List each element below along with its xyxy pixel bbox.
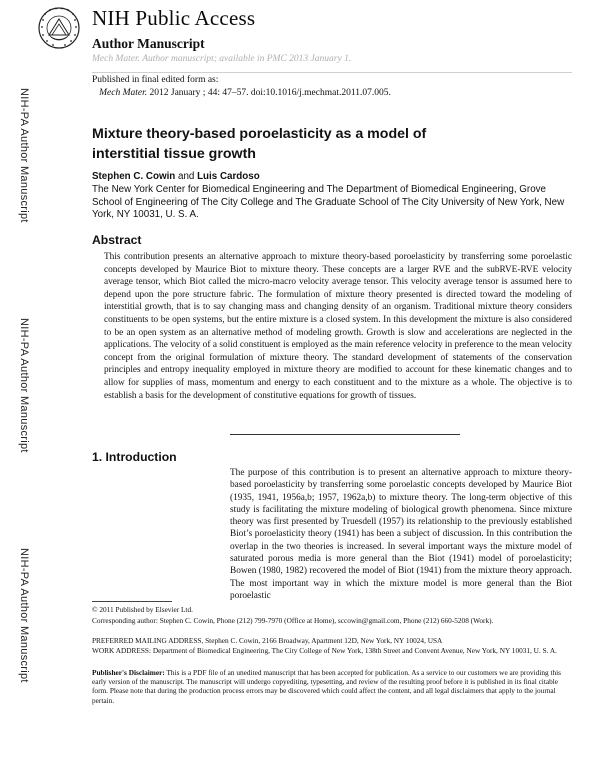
abstract-body: This contribution presents an alternative approach to mixture theory-based poroelasticity by transferring some poroelastic concepts developed by Maurice Biot to mixture theory. These concepts are a larger RVE and the subRVE-RVE velocity average tensor, which Biot called the micro-macro velocity average tensor. This velocity average tensor is assumed here to depend upon the pore structure fabric. The formulation of mixture theory presented is directed toward the modeling of interstitial growth, that is to say changing mass and changing density of an organism. Traditional mixture theory considers constituents to be open systems, but the entire mixture is a closed system. In this development the mixture is also considered to be an open system as an alternative method of modeling growth. Growth is slow and accelerations are neglected in the applications. The velocity of a solid constituent is employed as the main reference velocity in preference to the mean velocity concept from the original formulation of mixture theory. The standard development of statements of the conservation principles and entropy inequality employed in mixture theory are modified to account for these kinematic changes and to allow for supplies of mass, momentum and energy to each constituent and to the mixture as a whole. The objective is to establish a basis for the development of constitutive equations for growth of tissues. — [104, 252, 572, 401]
footnote-copyright: © 2011 Published by Elsevier Ltd. — [92, 605, 193, 614]
affiliation: The New York Center for Biomedical Engineering and The Department of Biomedical Engineering, Grove School of Engineering of The City College and The Graduate School of The City University of New York, New York, NY 10031, U. S. A. — [92, 184, 565, 221]
footnote-divider — [92, 601, 172, 602]
footnote-work-address: WORK ADDRESS: Department of Biomedical Engineering, The City College of New York, 138th Street and Convent Avenue, New York, NY 10031, U. S. A. — [92, 646, 557, 655]
introduction-body: The purpose of this contribution is to present an alternative approach to mixture theory-based poroelasticity by transferring some poroelastic concepts developed by Maurice Biot (1935, 1941, 1956a,b; 1957, 1962a,b) to mixture theory. The long-term objective of this study is facilitating the mixture modeling of biological growth phenomena. Since mixture theory was first presented by Truesdell (1957) its relationship to the previously established Biot’s poroelasticity theory (1941) has been a subject of discussion. In this contribution the overlap in the two theories is increased. In several important ways the mixture model of saturated porous media is more general than the Biot (1941) model of poroelasticity; Bowen (1980, 1982) recovered the model of Biot (1941) from the mixture theory approach. The most important way in which the mixture model is more general than the Biot poroelastic — [230, 468, 572, 601]
footnote-corresponding: Corresponding author: Stephen C. Cowin, Phone (212) 799-7970 (Office at Home), sccowin@gmail.com, Phone (212) 660-5208 (Work). — [92, 616, 494, 625]
header-availability-note: Mech Mater. Author manuscript; available in PMC 2013 January 1. — [92, 54, 352, 64]
footnote-preferred-address: PREFERRED MAILING ADDRESS, Stephen C. Cowin, 2166 Broadway, Apartment 12D, New York, NY 10024, USA — [92, 636, 443, 645]
nih-seal-logo — [37, 4, 81, 68]
citation-journal: Mech Mater. — [99, 88, 148, 98]
citation-details: 2012 January ; 44: 47–57. doi:10.1016/j.mechmat.2011.07.005. — [147, 88, 391, 98]
header-subtitle: Author Manuscript — [92, 36, 205, 51]
sidebar-label-1: NIH-PA Author Manuscript — [18, 88, 30, 223]
author-conjunction: and — [175, 171, 198, 182]
published-label: Published in final edited form as: — [92, 75, 219, 85]
publisher-disclaimer — [92, 668, 562, 705]
disclaimer-label: Publisher's Disclaimer: — [92, 668, 165, 677]
citation — [92, 88, 391, 98]
disclaimer-text: This is a PDF file of an unedited manuscript that has been accepted for publication. As a service to our customers we are providing this early version of the manuscript. The manuscript will undergo copyediting, typesetting, and review of the resulting proof before it is published in its final citable form. Please note that during the production process errors may be discovered which could affect the content, and all legal disclaimers that apply to the journal pertain. — [92, 668, 561, 705]
abstract-divider — [230, 434, 460, 435]
article-title: Mixture theory-based poroelasticity as a model of interstitial tissue growth — [92, 126, 427, 162]
introduction-heading: 1. Introduction — [92, 450, 177, 464]
abstract-heading: Abstract — [92, 233, 142, 247]
sidebar-label-3: NIH-PA Author Manuscript — [18, 548, 30, 683]
sidebar-label-2: NIH-PA Author Manuscript — [18, 318, 30, 453]
header-divider — [92, 72, 572, 73]
author-name: Luis Cardoso — [197, 171, 260, 182]
authors — [92, 171, 260, 182]
header-title: NIH Public Access — [92, 6, 256, 30]
author-name: Stephen C. Cowin — [92, 171, 176, 182]
